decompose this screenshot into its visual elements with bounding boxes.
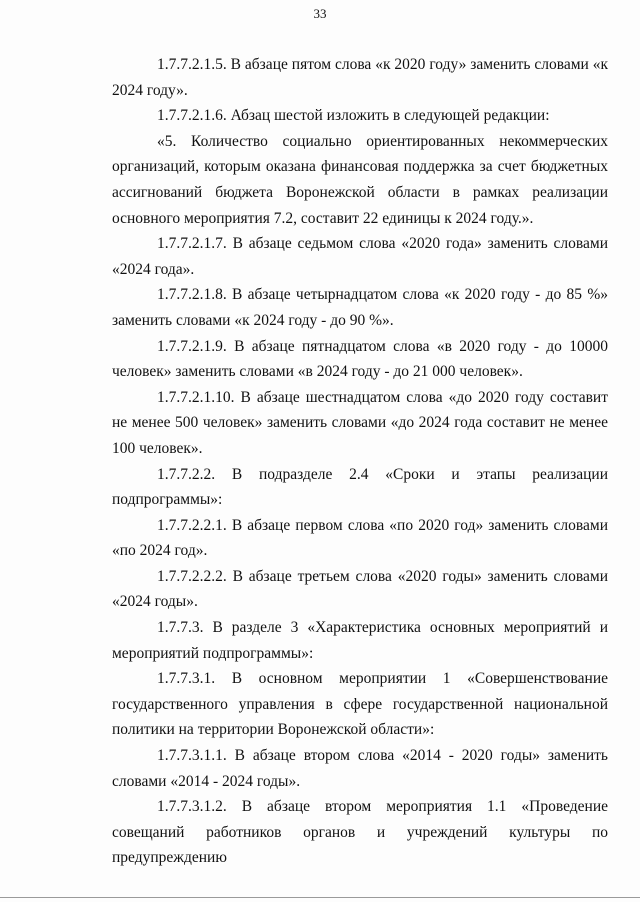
paragraph-1-7-7-2-2-1: 1.7.7.2.2.1. В абзаце первом слова «по 2020 год» заменить словами «по 2024 год». xyxy=(112,516,608,560)
paragraph-1-7-7-3-1: 1.7.7.3.1. В основном мероприятии 1 «Совершенствование государственного управления в сфере государственной национальной политики на территории Воронежской области»: xyxy=(112,670,608,739)
paragraph-1-7-7-2-1-5: 1.7.7.2.1.5. В абзаце пятом слова «к 2020 году» заменить словами «к 2024 году». xyxy=(112,56,608,99)
paragraph-1-7-7-2-2-2: 1.7.7.2.2.2. В абзаце третьем слова «2020 годы» заменить словами «2024 годы». xyxy=(112,567,608,611)
paragraph-1-7-7-2-1-8: 1.7.7.2.1.8. В абзаце четырнадцатом слова «к 2020 году - до 85 %» заменить словами «к 2024 году - до 90 %». xyxy=(112,286,608,329)
paragraph-1-7-7-3-1-1: 1.7.7.3.1.1. В абзаце втором слова «2014 - 2020 годы» заменить словами «2014 - 2024 годы». xyxy=(112,747,608,790)
page-number: 33 xyxy=(313,6,327,21)
paragraph-1-7-7-3-1-2: 1.7.7.3.1.2. В абзаце втором мероприятия 1.1 «Проведение совещаний работников органов и учреждений культуры по предупреждению xyxy=(112,798,608,867)
paragraph-1-7-7-2-1-7: 1.7.7.2.1.7. В абзаце седьмом слова «2020 года» заменить словами «2024 года». xyxy=(112,235,608,278)
paragraph-1-7-7-3: 1.7.7.3. В разделе 3 «Характеристика основных мероприятий и мероприятий подпрограммы»: xyxy=(112,619,608,662)
paragraph-1-7-7-2-1-9: 1.7.7.2.1.9. В абзаце пятнадцатом слова «в 2020 году - до 10000 человек» заменить словами «в 2024 году - до 21 000 человек». xyxy=(112,337,608,381)
document-body xyxy=(112,52,608,871)
page-bottom-edge xyxy=(0,897,640,898)
paragraph-1-7-7-2-1-6: 1.7.7.2.1.6. Абзац шестой изложить в следующей редакции: xyxy=(157,107,550,125)
quoted-paragraph-item-5: «5. Количество социально ориентированных некоммерческих организаций, которым оказана финансовая поддержка за счет бюджетных ассигнований бюджета Воронежской области в рамках реализации основного мероприятия 7.2, составит 22 единицы к 2024 году.». xyxy=(112,132,608,227)
paragraph-1-7-7-2-1-10: 1.7.7.2.1.10. В абзаце шестнадцатом слова «до 2020 году составит не менее 500 человек» заменить словами «до 2024 года составит не менее 100 человек». xyxy=(112,388,608,457)
paragraph-1-7-7-2-2: 1.7.7.2.2. В подразделе 2.4 «Сроки и этапы реализации подпрограммы»: xyxy=(112,465,608,509)
